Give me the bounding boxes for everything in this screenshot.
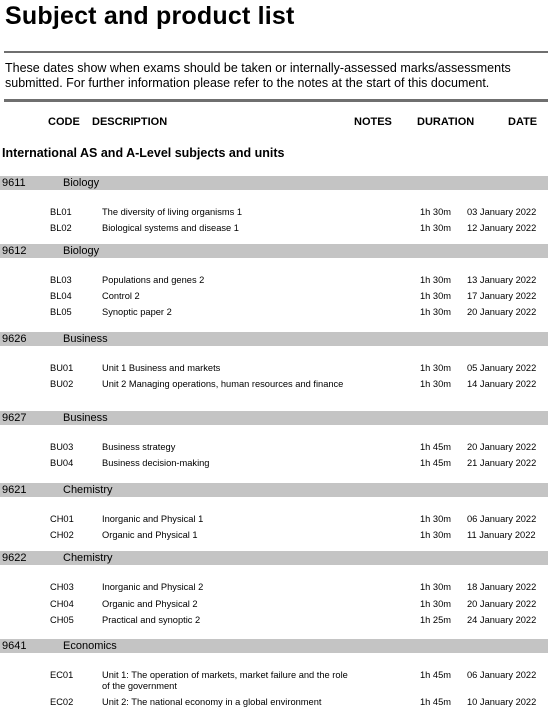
code-column-header: CODE	[48, 116, 80, 128]
unit-code: BL04	[50, 291, 72, 301]
unit-code: EC01	[50, 670, 74, 680]
unit-date: 20 January 2022	[467, 442, 537, 452]
unit-duration: 1h 45m	[420, 442, 452, 452]
subject-group-header	[0, 411, 548, 425]
unit-duration: 1h 45m	[420, 697, 452, 707]
unit-description: Unit 1: The operation of markets, market failure and the role of the government	[102, 670, 348, 691]
subject-code: 9622	[2, 552, 27, 564]
unit-description: Unit 1 Business and markets	[102, 363, 221, 373]
unit-duration: 1h 30m	[420, 530, 452, 540]
unit-date: 12 January 2022	[467, 223, 537, 233]
subject-code: 9611	[2, 177, 26, 189]
unit-description: Populations and genes 2	[102, 275, 205, 285]
unit-code: CH02	[50, 530, 74, 540]
unit-duration: 1h 45m	[420, 458, 452, 468]
subject-group-header	[0, 176, 548, 190]
unit-description: Biological systems and disease 1	[102, 223, 239, 233]
unit-description: Practical and synoptic 2	[102, 615, 201, 625]
unit-description: Control 2	[102, 291, 140, 301]
description-column-header: DESCRIPTION	[92, 116, 168, 128]
unit-duration: 1h 25m	[420, 615, 452, 625]
unit-duration: 1h 30m	[420, 207, 452, 217]
subject-name: Business	[63, 412, 108, 424]
subject-code: 9641	[2, 640, 27, 652]
unit-duration: 1h 45m	[420, 670, 452, 680]
subject-code: 9627	[2, 412, 27, 424]
unit-code: BU02	[50, 379, 74, 389]
unit-code: CH01	[50, 514, 74, 524]
unit-date: 05 January 2022	[467, 363, 537, 373]
unit-description: Unit 2 Managing operations, human resources and finance	[102, 379, 344, 389]
subject-group-header	[0, 483, 548, 497]
unit-duration: 1h 30m	[420, 514, 452, 524]
unit-code: BU03	[50, 442, 74, 452]
unit-code: BU01	[50, 363, 74, 373]
subject-name: Biology	[63, 177, 100, 189]
unit-date: 06 January 2022	[467, 514, 537, 524]
unit-date: 14 January 2022	[467, 379, 537, 389]
subject-group-header	[0, 332, 548, 346]
unit-code: BU04	[50, 458, 74, 468]
unit-code: EC02	[50, 697, 74, 707]
unit-date: 24 January 2022	[467, 615, 537, 625]
unit-description: Business strategy	[102, 442, 176, 452]
unit-date: 06 January 2022	[467, 670, 537, 680]
notes-column-header: NOTES	[354, 116, 392, 128]
subject-name: Business	[63, 333, 108, 345]
unit-duration: 1h 30m	[420, 291, 452, 301]
unit-description: Unit 2: The national economy in a global environment	[102, 697, 322, 707]
duration-column-header: DURATION	[417, 116, 475, 128]
unit-description: Organic and Physical 1	[102, 530, 198, 540]
unit-date: 20 January 2022	[467, 307, 537, 317]
unit-duration: 1h 30m	[420, 582, 452, 592]
date-column-header: DATE	[508, 116, 538, 128]
unit-code: CH03	[50, 582, 74, 592]
subject-group-header	[0, 244, 548, 258]
section-heading: International AS and A-Level subjects and units	[2, 146, 285, 160]
unit-date: 11 January 2022	[467, 530, 536, 540]
page-title: Subject and product list	[5, 2, 295, 30]
subject-name: Biology	[63, 245, 100, 257]
unit-description: Business decision-making	[102, 458, 210, 468]
unit-duration: 1h 30m	[420, 599, 452, 609]
intro-text: These dates show when exams should be taken or internally-assessed marks/assessments submitted. For further information please refer to the notes at the start of this document.	[5, 61, 511, 90]
unit-date: 21 January 2022	[467, 458, 537, 468]
unit-duration: 1h 30m	[420, 275, 452, 285]
unit-date: 20 January 2022	[467, 599, 537, 609]
unit-description: Synoptic paper 2	[102, 307, 172, 317]
unit-date: 13 January 2022	[467, 275, 537, 285]
unit-duration: 1h 30m	[420, 379, 452, 389]
title-divider	[4, 51, 548, 53]
unit-description: Organic and Physical 2	[102, 599, 198, 609]
unit-description: Inorganic and Physical 1	[102, 514, 204, 524]
subject-name: Economics	[63, 640, 117, 652]
subject-code: 9612	[2, 245, 27, 257]
unit-code: CH05	[50, 615, 74, 625]
unit-date: 18 January 2022	[467, 582, 537, 592]
intro-divider	[4, 99, 548, 102]
unit-date: 17 January 2022	[467, 291, 537, 301]
unit-code: CH04	[50, 599, 74, 609]
unit-description: The diversity of living organisms 1	[102, 207, 243, 217]
unit-duration: 1h 30m	[420, 363, 452, 373]
unit-date: 03 January 2022	[467, 207, 537, 217]
subject-code: 9626	[2, 333, 27, 345]
subject-group-header	[0, 551, 548, 565]
unit-code: BL01	[50, 207, 72, 217]
unit-code: BL03	[50, 275, 72, 285]
unit-code: BL02	[50, 223, 72, 233]
subject-group-header	[0, 639, 548, 653]
unit-date: 10 January 2022	[467, 697, 537, 707]
unit-description: Inorganic and Physical 2	[102, 582, 204, 592]
subject-name: Chemistry	[63, 552, 113, 564]
unit-duration: 1h 30m	[420, 223, 452, 233]
subject-name: Chemistry	[63, 484, 113, 496]
subject-code: 9621	[2, 484, 27, 496]
unit-duration: 1h 30m	[420, 307, 452, 317]
unit-code: BL05	[50, 307, 72, 317]
